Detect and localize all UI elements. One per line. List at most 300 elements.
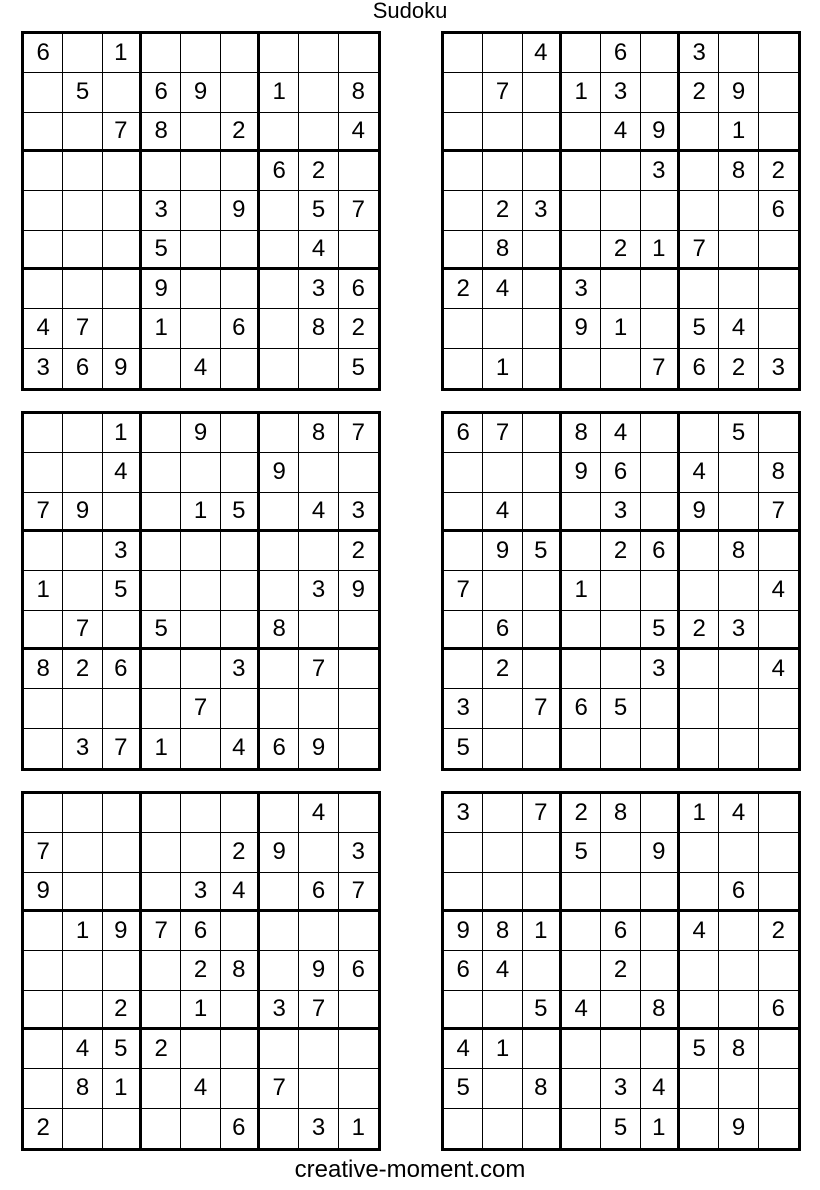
empty-cell[interactable] [181,1109,220,1148]
empty-cell[interactable] [444,73,483,112]
empty-cell[interactable] [641,191,680,230]
empty-cell[interactable] [444,493,483,532]
empty-cell[interactable] [483,309,522,348]
empty-cell[interactable] [260,113,299,152]
empty-cell[interactable] [719,912,758,951]
empty-cell[interactable] [562,1030,601,1069]
empty-cell[interactable] [523,453,562,492]
empty-cell[interactable] [24,191,63,230]
empty-cell[interactable] [181,309,220,348]
empty-cell[interactable] [260,689,299,728]
given-cell: 5 [601,1109,640,1148]
empty-cell[interactable] [221,611,260,650]
empty-cell[interactable] [24,532,63,571]
empty-cell[interactable] [523,650,562,689]
empty-cell[interactable] [641,34,680,73]
empty-cell[interactable] [339,231,378,270]
empty-cell[interactable] [483,1109,522,1148]
empty-cell[interactable] [719,231,758,270]
empty-cell[interactable] [142,991,181,1030]
empty-cell[interactable] [221,349,260,388]
empty-cell[interactable] [759,73,798,112]
empty-cell[interactable] [63,1109,102,1148]
empty-cell[interactable] [601,729,640,768]
empty-cell[interactable] [63,794,102,833]
empty-cell[interactable] [63,571,102,610]
empty-cell[interactable] [24,231,63,270]
empty-cell[interactable] [63,453,102,492]
empty-cell[interactable] [299,1069,338,1108]
empty-cell[interactable] [562,34,601,73]
empty-cell[interactable] [680,991,719,1030]
empty-cell[interactable] [680,270,719,309]
empty-cell[interactable] [339,152,378,191]
empty-cell[interactable] [523,73,562,112]
empty-cell[interactable] [103,833,142,872]
empty-cell[interactable] [221,34,260,73]
empty-cell[interactable] [181,729,220,768]
empty-cell[interactable] [562,231,601,270]
empty-cell[interactable] [260,951,299,990]
empty-cell[interactable] [299,689,338,728]
empty-cell[interactable] [601,873,640,912]
empty-cell[interactable] [103,493,142,532]
empty-cell[interactable] [759,113,798,152]
empty-cell[interactable] [181,270,220,309]
empty-cell[interactable] [562,1069,601,1108]
empty-cell[interactable] [299,34,338,73]
empty-cell[interactable] [260,309,299,348]
empty-cell[interactable] [142,833,181,872]
empty-cell[interactable] [181,571,220,610]
empty-cell[interactable] [759,414,798,453]
empty-cell[interactable] [142,152,181,191]
given-cell: 2 [339,532,378,571]
empty-cell[interactable] [142,414,181,453]
empty-cell[interactable] [483,873,522,912]
empty-cell[interactable] [523,951,562,990]
empty-cell[interactable] [103,873,142,912]
empty-cell[interactable] [103,309,142,348]
empty-cell[interactable] [680,689,719,728]
empty-cell[interactable] [562,912,601,951]
empty-cell[interactable] [181,191,220,230]
empty-cell[interactable] [142,689,181,728]
empty-cell[interactable] [299,833,338,872]
empty-cell[interactable] [759,611,798,650]
empty-cell[interactable] [260,34,299,73]
empty-cell[interactable] [24,1069,63,1108]
empty-cell[interactable] [24,729,63,768]
empty-cell[interactable] [601,611,640,650]
empty-cell[interactable] [759,231,798,270]
empty-cell[interactable] [63,34,102,73]
empty-cell[interactable] [142,571,181,610]
empty-cell[interactable] [562,152,601,191]
empty-cell[interactable] [260,270,299,309]
empty-cell[interactable] [680,951,719,990]
empty-cell[interactable] [221,571,260,610]
empty-cell[interactable] [142,349,181,388]
empty-cell[interactable] [299,532,338,571]
empty-cell[interactable] [221,73,260,112]
empty-cell[interactable] [483,152,522,191]
empty-cell[interactable] [24,951,63,990]
empty-cell[interactable] [299,113,338,152]
empty-cell[interactable] [63,270,102,309]
given-cell: 5 [351,354,365,382]
empty-cell[interactable] [103,191,142,230]
given-cell: 7 [24,833,63,872]
given-cell: 5 [63,73,102,112]
empty-cell[interactable] [142,794,181,833]
empty-cell[interactable] [103,1109,142,1148]
empty-cell[interactable] [221,414,260,453]
empty-cell[interactable] [299,349,338,388]
empty-cell[interactable] [483,689,522,728]
empty-cell[interactable] [24,73,63,112]
empty-cell[interactable] [142,1069,181,1108]
empty-cell[interactable] [719,1069,758,1108]
empty-cell[interactable] [759,270,798,309]
empty-cell[interactable] [641,571,680,610]
empty-cell[interactable] [759,532,798,571]
empty-cell[interactable] [641,951,680,990]
empty-cell[interactable] [641,73,680,112]
empty-cell[interactable] [260,571,299,610]
empty-cell[interactable] [680,833,719,872]
empty-cell[interactable] [444,650,483,689]
empty-cell[interactable] [221,1069,260,1108]
empty-cell[interactable] [24,611,63,650]
empty-cell[interactable] [24,453,63,492]
empty-cell[interactable] [680,729,719,768]
empty-cell[interactable] [523,231,562,270]
empty-cell[interactable] [63,191,102,230]
empty-cell[interactable] [719,34,758,73]
empty-cell[interactable] [601,349,640,388]
empty-cell[interactable] [142,873,181,912]
empty-cell[interactable] [142,532,181,571]
empty-cell[interactable] [759,34,798,73]
empty-cell[interactable] [260,231,299,270]
empty-cell[interactable] [483,113,522,152]
empty-cell[interactable] [483,453,522,492]
empty-cell[interactable] [641,912,680,951]
empty-cell[interactable] [759,833,798,872]
empty-cell[interactable] [719,689,758,728]
empty-cell[interactable] [24,689,63,728]
empty-cell[interactable] [299,73,338,112]
empty-cell[interactable] [24,1030,63,1069]
empty-cell[interactable] [24,113,63,152]
empty-cell[interactable] [680,650,719,689]
empty-cell[interactable] [339,1030,378,1069]
empty-cell[interactable] [719,270,758,309]
empty-cell[interactable] [181,794,220,833]
empty-cell[interactable] [641,309,680,348]
empty-cell[interactable] [759,1069,798,1108]
empty-cell[interactable] [641,873,680,912]
given-cell: 4 [299,493,338,532]
empty-cell[interactable] [523,729,562,768]
given-cell: 2 [680,73,719,112]
empty-cell[interactable] [523,571,562,610]
empty-cell[interactable] [63,689,102,728]
empty-cell[interactable] [680,571,719,610]
empty-cell[interactable] [759,689,798,728]
empty-cell[interactable] [680,414,719,453]
empty-cell[interactable] [562,532,601,571]
empty-cell[interactable] [181,650,220,689]
empty-cell[interactable] [562,611,601,650]
empty-cell[interactable] [181,113,220,152]
empty-cell[interactable] [562,113,601,152]
empty-cell[interactable] [562,1109,601,1148]
empty-cell[interactable] [680,1109,719,1148]
empty-cell[interactable] [339,650,378,689]
empty-cell[interactable] [142,951,181,990]
empty-cell[interactable] [63,991,102,1030]
empty-cell[interactable] [641,414,680,453]
empty-cell[interactable] [24,270,63,309]
empty-cell[interactable] [719,833,758,872]
empty-cell[interactable] [680,532,719,571]
empty-cell[interactable] [523,152,562,191]
empty-cell[interactable] [483,991,522,1030]
empty-cell[interactable] [103,689,142,728]
empty-cell[interactable] [562,191,601,230]
empty-cell[interactable] [103,73,142,112]
empty-cell[interactable] [444,873,483,912]
empty-cell[interactable] [680,1069,719,1108]
empty-cell[interactable] [680,152,719,191]
empty-cell[interactable] [444,34,483,73]
empty-cell[interactable] [339,1069,378,1108]
empty-cell[interactable] [63,113,102,152]
empty-cell[interactable] [299,1030,338,1069]
empty-cell[interactable] [483,833,522,872]
empty-cell[interactable] [523,414,562,453]
empty-cell[interactable] [260,794,299,833]
empty-cell[interactable] [181,611,220,650]
empty-cell[interactable] [719,991,758,1030]
empty-cell[interactable] [483,571,522,610]
empty-cell[interactable] [181,532,220,571]
empty-cell[interactable] [63,532,102,571]
empty-cell[interactable] [260,414,299,453]
empty-cell[interactable] [339,453,378,492]
empty-cell[interactable] [444,1109,483,1148]
empty-cell[interactable] [260,532,299,571]
empty-cell[interactable] [63,414,102,453]
empty-cell[interactable] [562,349,601,388]
empty-cell[interactable] [63,152,102,191]
empty-cell[interactable] [299,912,338,951]
empty-cell[interactable] [562,650,601,689]
given-cell: 7 [24,493,63,532]
empty-cell[interactable] [299,611,338,650]
empty-cell[interactable] [103,231,142,270]
empty-cell[interactable] [601,191,640,230]
empty-cell[interactable] [63,231,102,270]
empty-cell[interactable] [142,650,181,689]
empty-cell[interactable] [601,1030,640,1069]
empty-cell[interactable] [444,309,483,348]
empty-cell[interactable] [641,453,680,492]
empty-cell[interactable] [444,453,483,492]
empty-cell[interactable] [483,34,522,73]
empty-cell[interactable] [260,650,299,689]
empty-cell[interactable] [444,152,483,191]
empty-cell[interactable] [221,152,260,191]
empty-cell[interactable] [181,34,220,73]
empty-cell[interactable] [523,1109,562,1148]
empty-cell[interactable] [680,113,719,152]
empty-cell[interactable] [444,191,483,230]
empty-cell[interactable] [523,1030,562,1069]
empty-cell[interactable] [24,794,63,833]
empty-cell[interactable] [601,650,640,689]
empty-cell[interactable] [641,689,680,728]
empty-cell[interactable] [221,991,260,1030]
empty-cell[interactable] [444,532,483,571]
given-cell: 3 [142,191,181,230]
empty-cell[interactable] [719,729,758,768]
empty-cell[interactable] [483,729,522,768]
empty-cell[interactable] [339,611,378,650]
empty-cell[interactable] [221,270,260,309]
empty-cell[interactable] [24,991,63,1030]
empty-cell[interactable] [719,571,758,610]
empty-cell[interactable] [260,873,299,912]
empty-cell[interactable] [24,912,63,951]
empty-cell[interactable] [221,689,260,728]
empty-cell[interactable] [142,493,181,532]
empty-cell[interactable] [759,1030,798,1069]
empty-cell[interactable] [562,873,601,912]
empty-cell[interactable] [260,1109,299,1148]
empty-cell[interactable] [339,729,378,768]
empty-cell[interactable] [142,453,181,492]
empty-cell[interactable] [181,1030,220,1069]
empty-cell[interactable] [63,833,102,872]
empty-cell[interactable] [562,729,601,768]
empty-cell[interactable] [103,152,142,191]
empty-cell[interactable] [759,873,798,912]
empty-cell[interactable] [181,453,220,492]
empty-cell[interactable] [759,1109,798,1148]
empty-cell[interactable] [260,493,299,532]
empty-cell[interactable] [260,349,299,388]
empty-cell[interactable] [444,611,483,650]
empty-cell[interactable] [523,493,562,532]
empty-cell[interactable] [260,1030,299,1069]
empty-cell[interactable] [680,873,719,912]
empty-cell[interactable] [103,794,142,833]
empty-cell[interactable] [719,493,758,532]
empty-cell[interactable] [221,453,260,492]
empty-cell[interactable] [260,912,299,951]
empty-cell[interactable] [523,873,562,912]
empty-cell[interactable] [523,833,562,872]
empty-cell[interactable] [63,873,102,912]
empty-cell[interactable] [719,650,758,689]
empty-cell[interactable] [181,231,220,270]
empty-cell[interactable] [339,912,378,951]
empty-cell[interactable] [444,349,483,388]
empty-cell[interactable] [339,794,378,833]
empty-cell[interactable] [24,414,63,453]
empty-cell[interactable] [641,1030,680,1069]
empty-cell[interactable] [759,951,798,990]
empty-cell[interactable] [221,794,260,833]
empty-cell[interactable] [181,833,220,872]
empty-cell[interactable] [142,34,181,73]
empty-cell[interactable] [601,152,640,191]
empty-cell[interactable] [601,571,640,610]
empty-cell[interactable] [103,270,142,309]
empty-cell[interactable] [142,1109,181,1148]
empty-cell[interactable] [103,611,142,650]
empty-cell[interactable] [719,951,758,990]
empty-cell[interactable] [719,453,758,492]
empty-cell[interactable] [562,951,601,990]
empty-cell[interactable] [299,453,338,492]
empty-cell[interactable] [483,1069,522,1108]
empty-cell[interactable] [444,231,483,270]
empty-cell[interactable] [641,270,680,309]
empty-cell[interactable] [260,191,299,230]
empty-cell[interactable] [523,113,562,152]
empty-cell[interactable] [181,152,220,191]
empty-cell[interactable] [221,231,260,270]
empty-cell[interactable] [483,794,522,833]
empty-cell[interactable] [339,689,378,728]
empty-cell[interactable] [719,191,758,230]
empty-cell[interactable] [601,833,640,872]
empty-cell[interactable] [601,270,640,309]
given-cell: 3 [299,270,338,309]
empty-cell[interactable] [759,309,798,348]
empty-cell[interactable] [641,794,680,833]
empty-cell[interactable] [339,34,378,73]
empty-cell[interactable] [221,912,260,951]
empty-cell[interactable] [523,611,562,650]
empty-cell[interactable] [339,991,378,1030]
empty-cell[interactable] [759,729,798,768]
empty-cell[interactable] [444,833,483,872]
empty-cell[interactable] [759,794,798,833]
given-cell: 6 [103,650,142,689]
empty-cell[interactable] [641,493,680,532]
empty-cell[interactable] [63,951,102,990]
empty-cell[interactable] [444,991,483,1030]
empty-cell[interactable] [444,113,483,152]
empty-cell[interactable] [103,951,142,990]
empty-cell[interactable] [680,191,719,230]
empty-cell[interactable] [523,270,562,309]
empty-cell[interactable] [24,152,63,191]
empty-cell[interactable] [523,309,562,348]
empty-cell[interactable] [601,991,640,1030]
given-cell: 3 [771,354,785,382]
empty-cell[interactable] [641,729,680,768]
empty-cell[interactable] [221,532,260,571]
empty-cell[interactable] [523,349,562,388]
empty-cell[interactable] [221,1030,260,1069]
empty-cell[interactable] [562,493,601,532]
